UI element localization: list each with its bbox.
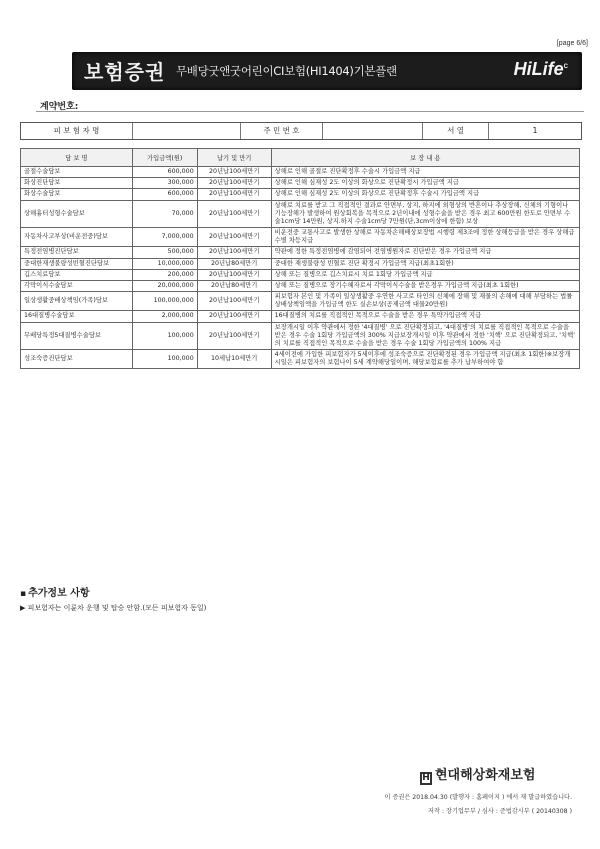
insured-info-row (20, 122, 582, 140)
coverage-row (21, 258, 580, 269)
coverage-term: 20년납100세만기 (197, 228, 271, 247)
coverage-amount: 10,000,000 (132, 258, 197, 269)
coverage-row (21, 189, 580, 200)
coverage-term: 20년납80세만기 (197, 258, 271, 269)
header-amount: 가입금액(원) (132, 149, 197, 167)
coverage-amount: 100,000,000 (132, 292, 197, 311)
coverage-description: 상해 또는 질병으로 깁스치료시 치료 1회당 가입금액 지급 (271, 269, 579, 280)
coverage-amount: 2,000,000 (132, 311, 197, 322)
coverage-amount: 20,000,000 (132, 280, 197, 291)
coverage-term: 20년납100세만기 (197, 178, 271, 189)
coverage-amount: 600,000 (132, 167, 197, 178)
banner-title: 보험증권 (84, 60, 166, 84)
coverage-description: 상해로 인해 심재성 2도 이상의 화상으로 진단확정시 가입금액 지급 (271, 178, 579, 189)
coverage-row (21, 292, 580, 311)
coverage-description: 상해로 인해 심재성 2도 이상의 화상으로 진단확정후 수술시 가입금액 지급 (271, 189, 579, 200)
coverage-amount: 7,000,000 (132, 228, 197, 247)
coverage-row (21, 247, 580, 258)
coverage-name: 각막이식수술담보 (21, 280, 133, 291)
coverage-amount: 100,000 (132, 350, 197, 369)
coverage-term: 10세납10세만기 (197, 350, 271, 369)
coverage-amount: 500,000 (132, 247, 197, 258)
hilife-logo: HiLife$^C$ (513, 59, 568, 79)
company-name: 현대해상화재보험 (435, 768, 536, 783)
extra-info-item: ▶ 피보험자는 이륜차 운행 및 탑승 안함.(모든 피보험자 동일) (20, 604, 207, 612)
coverage-row (21, 200, 580, 228)
coverage-row (21, 167, 580, 178)
coverage-term: 20년납100세만기 (197, 167, 271, 178)
coverage-row (21, 178, 580, 189)
coverage-row (21, 280, 580, 291)
coverage-name: 중대한재생불량성빈혈진단담보 (21, 258, 133, 269)
contract-number-label: 계약번호: (40, 102, 79, 112)
coverage-name: 골절수술담보 (21, 167, 133, 178)
coverage-amount: 200,000 (132, 269, 197, 280)
page-number: [page 6/6] (556, 40, 588, 47)
header-description: 보 장 내 용 (271, 149, 579, 167)
bullet-icon: ▪ (20, 589, 27, 599)
coverage-body (21, 167, 580, 369)
policy-banner (72, 52, 582, 90)
insured-id-value (323, 123, 423, 139)
coverage-term: 20년납100세만기 (197, 189, 271, 200)
coverage-description: 보장개시일 이후 약관에서 정한 '4대질병' 으로 진단확정되고, '4대질병'의 치료를 직접적인 목적으로 수술을 받은 경우 수술 1회당 가입금액의 300% 지급보장개시일 이후 약관에서 정한 '치핵' 으로 진단확정되고, '치핵' 의 치료를 직접적인 목적으로 수술을 받은 경우 수술 1회당 가입금액의 100% 지급 (271, 322, 579, 350)
coverage-name: 성조숙증진단담보 (21, 350, 133, 369)
coverage-row (21, 322, 580, 350)
contract-divider (36, 111, 584, 112)
coverage-description: 중대한 재생불량성 빈혈로 진단 확정시 가입금액 지급(최초1회한) (271, 258, 579, 269)
coverage-term: 20년납100세만기 (197, 311, 271, 322)
issue-note: 이 증권은 2018.04.30 (발행자 : 홈페이지 ) 에서 재 발급하였습니다. (384, 794, 572, 801)
coverage-term: 20년납100세만기 (197, 247, 271, 258)
coverage-description: 비운전중 교통사고로 발생한 상해로 자동차손해배상보장법 시행령 제3조에 정한 상해등급을 받은 경우 상해급수별 차등지급 (271, 228, 579, 247)
coverage-term: 20년납100세만기 (197, 200, 271, 228)
coverage-term: 20년납100세만기 (197, 269, 271, 280)
insured-order-label: 서 열 (423, 123, 489, 139)
coverage-table (20, 148, 580, 369)
insured-name-value (133, 123, 241, 139)
coverage-name: 상해흉터성형수술담보 (21, 200, 133, 228)
coverage-row (21, 350, 580, 369)
banner-subtitle: 무배당굿앤굿어린이CI보험(HI1404)기본플랜 (176, 64, 397, 78)
coverage-description: 16대질병의 치료를 직접적인 목적으로 수술을 받은 경우 특약가입금액 지급 (271, 311, 579, 322)
coverage-name: 깁스치료담보 (21, 269, 133, 280)
coverage-term: 20년납100세만기 (197, 322, 271, 350)
header-coverage-name: 담 보 명 (21, 149, 133, 167)
coverage-row (21, 228, 580, 247)
coverage-header-row (21, 149, 580, 167)
insured-id-label: 주 민 번 호 (241, 123, 323, 139)
coverage-amount: 600,000 (132, 189, 197, 200)
coverage-name: 자동차사고부상(비운전중)담보 (21, 228, 133, 247)
extra-info-title: ▪ 추가정보 사항 (20, 588, 90, 599)
coverage-name: 화상진단담보 (21, 178, 133, 189)
coverage-row (21, 269, 580, 280)
coverage-term: 20년납100세만기 (197, 292, 271, 311)
coverage-name: 16대질병수술담보 (21, 311, 133, 322)
coverage-description: 약관에 정한 특정전염병에 감염되어 전염병원자로 진단받은 경우 가입금액 지급 (271, 247, 579, 258)
insured-name-label: 피 보 험 자 명 (21, 123, 133, 139)
coverage-name: 일상생활중배상책임(가족)담보 (21, 292, 133, 311)
coverage-description: 상해로 인해 골절로 진단확정후 수술시 가입금액 지급 (271, 167, 579, 178)
coverage-term: 20년납80세만기 (197, 280, 271, 291)
coverage-description: 상해 또는 질병으로 장기수혜자로서 각막이식수술을 받은경우 가입금액 지급(최초 1회한) (271, 280, 579, 291)
coverage-name: 무배당특정5대질병수술담보 (21, 322, 133, 350)
issue-author: 저작 : 장기업무부 / 심사 : 준법감시부 ( 20140308 ) (428, 808, 572, 815)
header-term: 납기 및 만기 (197, 149, 271, 167)
company-emblem-icon: H (420, 772, 432, 785)
coverage-name: 화상수술담보 (21, 189, 133, 200)
coverage-amount: 70,000 (132, 200, 197, 228)
coverage-description: 4세이전에 가입한 피보험자가 5세이후에 성조숙증으로 진단확정된 경우 가입금액 지급(최초 1회한)※보장개시일은 피보험자의 보험나이 5세 계약해당일이며, 해당보험료를 추가 납부하여야 함 (271, 350, 579, 369)
coverage-description: 상해로 치료를 받고 그 직접적인 결과로 안면부, 상지, 하지에 외형상의 반흔이나 추상장해, 신체의 기형이나 기능장해가 발생하여 원상회복을 목적으로 2년이내에 성형수술을 받은 경우 최고 600만원 한도로 안면부 수술1cm당 14만원, 상지.하지 수술1cm당 7만원(단,3cm이상에 한함) 보상 (271, 200, 579, 228)
company-logo (420, 764, 535, 785)
coverage-description: 피보험자 본인 및 가족이 일상생활중 우연한 사고로 타인의 신체에 장해 및 재물의 손해에 대해 부담하는 법률상배상책임액을 가입금액 한도 실손보상(공제금액 대물20만원) (271, 292, 579, 311)
coverage-amount: 300,000 (132, 178, 197, 189)
insured-order-value: 1 (532, 126, 538, 135)
coverage-name: 특정전염병진단담보 (21, 247, 133, 258)
coverage-row (21, 311, 580, 322)
coverage-amount: 100,000 (132, 322, 197, 350)
